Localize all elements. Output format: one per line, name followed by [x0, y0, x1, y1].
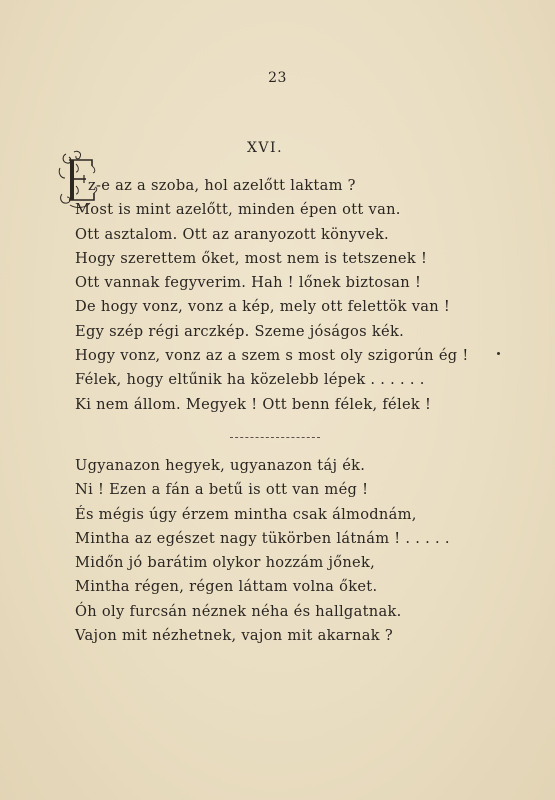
- page-number: 23: [268, 70, 287, 86]
- verse-line: És mégis úgy érzem mintha csak álmodnám,: [75, 505, 417, 523]
- verse-line: Hogy szerettem őket, most nem is tetszenek !: [75, 249, 428, 267]
- verse-line: Egy szép régi arczkép. Szeme jóságos kék.: [75, 322, 405, 340]
- verse-line: Ni ! Ezen a fán a betű is ott van még !: [75, 481, 369, 499]
- verse-line: Most is mint azelőtt, minden épen ott van.: [75, 201, 401, 219]
- verse-line: Hogy vonz, vonz az a szem s most oly szigorún ég !: [75, 347, 469, 365]
- verse-line: Ott vannak fegyverim. Hah ! lőnek biztosan !: [75, 274, 422, 292]
- stanza-divider: [230, 437, 320, 438]
- verse-line: Félek, hogy eltűnik ha közelebb lépek . . . . . .: [75, 371, 425, 389]
- verse-line: De hogy vonz, vonz a kép, mely ott felettök van !: [75, 298, 451, 316]
- verse-line: Ki nem állom. Megyek ! Ott benn félek, félek !: [75, 395, 432, 413]
- verse-line: Vajon mit nézhetnek, vajon mit akarnak ?: [75, 627, 393, 645]
- paper-speck: [497, 352, 500, 355]
- verse-line: Mintha régen, régen láttam volna őket.: [75, 578, 378, 596]
- verse-line: Midőn jó barátim olykor hozzám jőnek,: [75, 554, 376, 572]
- poem-stanza-1: [75, 174, 475, 417]
- poem-stanza-2: [75, 454, 475, 648]
- verse-line: z-e az a szoba, hol azelőtt laktam ?: [88, 177, 356, 194]
- verse-line: Mintha az egészet nagy tükörben látnám ! . . . . .: [75, 529, 450, 547]
- verse-line: Óh oly furcsán néznek néha és hallgatnak.: [75, 602, 402, 620]
- verse-line: Ott asztalom. Ott az aranyozott könyvek.: [75, 225, 389, 243]
- verse-line: Ugyanazon hegyek, ugyanazon táj ék.: [75, 457, 366, 474]
- poem-number-heading: XVI.: [246, 140, 284, 156]
